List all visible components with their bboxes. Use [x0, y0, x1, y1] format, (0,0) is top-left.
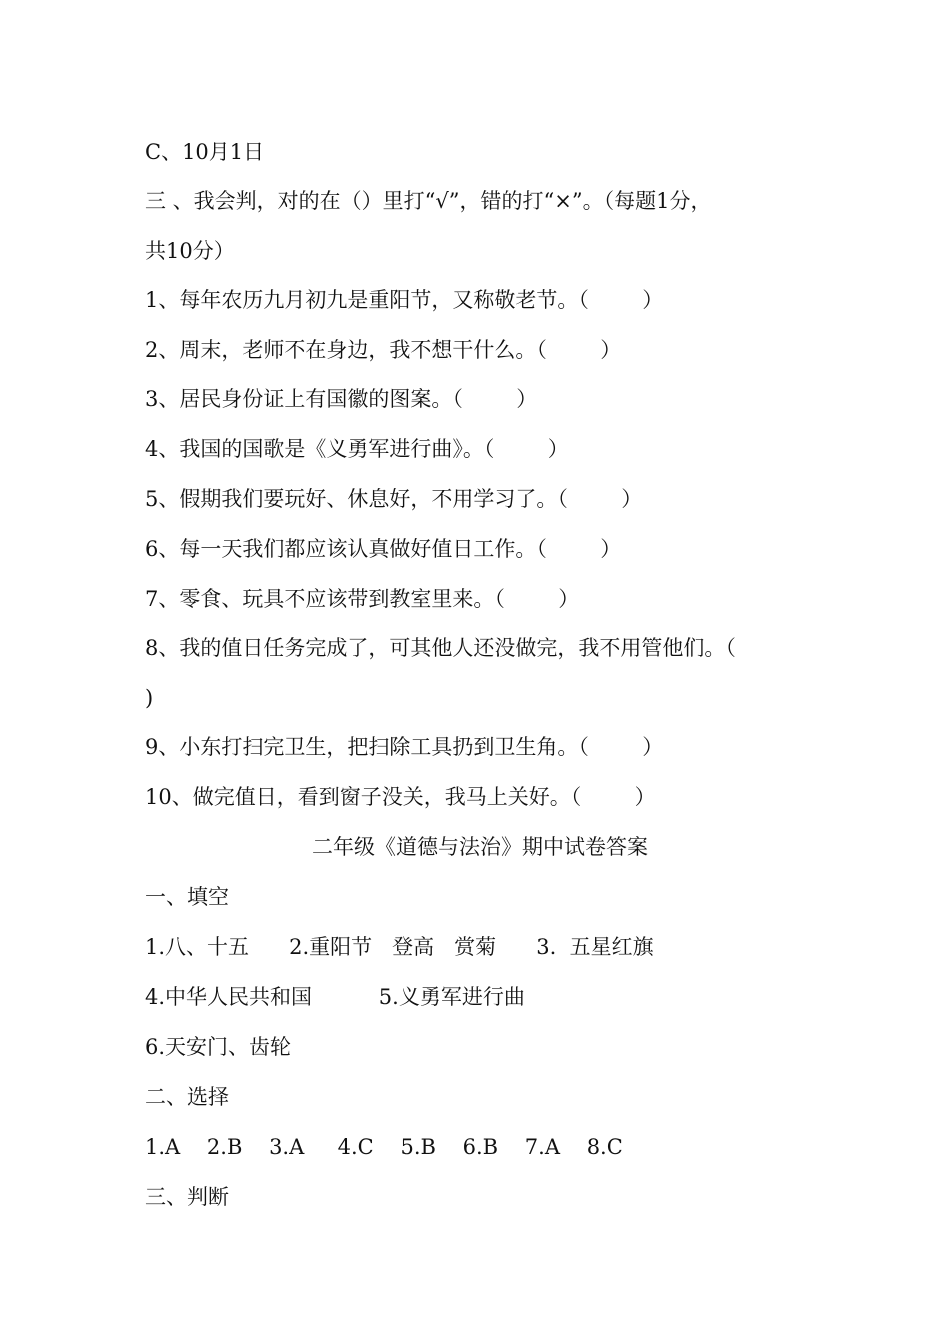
answer-key-title: 二年级《道德与法治》期中试卷答案 [312, 835, 648, 859]
judge-item-2: 2、周末，老师不在身边，我不想干什么。（ ） [145, 338, 622, 362]
judge-item-1: 1、每年农历九月初九是重阳节，又称敬老节。（ ） [145, 288, 664, 312]
answers-part1-heading: 一、填空 [145, 885, 229, 909]
judge-item-5: 5、假期我们要玩好、休息好，不用学习了。（ ） [145, 487, 643, 511]
judge-item-8-paren: ) [145, 686, 154, 710]
answers-part3-heading: 三、判断 [145, 1185, 229, 1209]
section3-heading: 三 、我会判，对的在（）里打“√”，错的打“×”。（每题1分， [145, 189, 712, 213]
judge-item-7: 7、零食、玩具不应该带到教室里来。（ ） [145, 587, 580, 611]
question-option-c: C、10月1日 [145, 140, 265, 164]
answers-part1-line-1: 1.八、十五 2.重阳节 登高 赏菊 3. 五星红旗 [145, 935, 654, 959]
answers-part2-heading: 二、选择 [145, 1085, 229, 1109]
answers-part1-line-3: 6.天安门、齿轮 [145, 1035, 292, 1059]
section3-heading-cont: 共10分） [145, 239, 235, 263]
judge-item-3: 3、居民身份证上有国徽的图案。（ ） [145, 387, 538, 411]
judge-item-4: 4、我国的国歌是《义勇军进行曲》。（ ） [145, 437, 569, 461]
answers-part2-line: 1.A 2.B 3.A 4.C 5.B 6.B 7.A 8.C [145, 1135, 623, 1159]
judge-item-9: 9、小东打扫完卫生，把扫除工具扔到卫生角。（ ） [145, 735, 664, 759]
judge-item-10: 10、做完值日，看到窗子没关，我马上关好。（ ） [145, 785, 656, 809]
answers-part1-line-2: 4.中华人民共和国 5.义勇军进行曲 [145, 985, 525, 1009]
judge-item-6: 6、每一天我们都应该认真做好值日工作。（ ） [145, 537, 622, 561]
judge-item-8: 8、我的值日任务完成了，可其他人还没做完，我不用管他们。（ [145, 636, 736, 660]
